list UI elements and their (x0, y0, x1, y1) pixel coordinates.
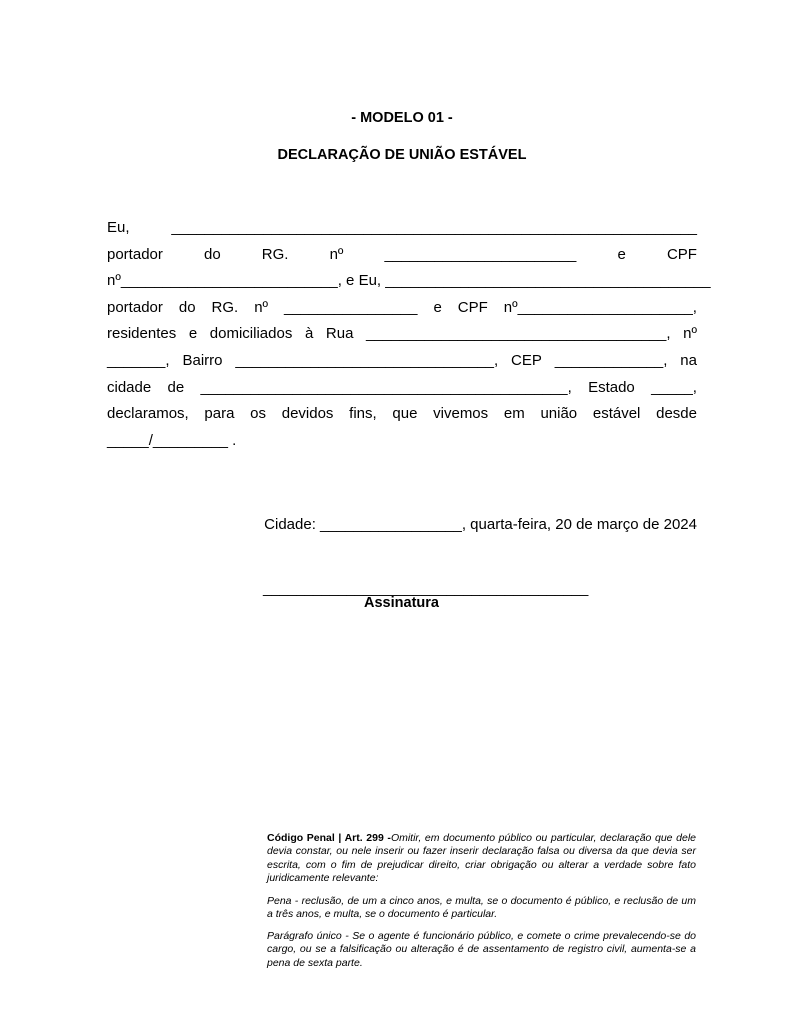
text-segment: e (188, 325, 198, 342)
declaration-line-4 (107, 299, 697, 317)
text-segment: nº (329, 246, 344, 263)
legal-article-heading: Código Penal | Art. 299 - (267, 832, 391, 844)
text-segment: os (250, 405, 267, 422)
cpf-blank: nº_____________________, (503, 299, 697, 316)
declaration-line-5 (107, 325, 697, 343)
text-segment: domiciliados (209, 325, 293, 342)
text-segment: do (203, 246, 221, 263)
text-segment: de (167, 379, 185, 396)
text-segment: Rua (325, 325, 354, 342)
declaration-line-3 (107, 272, 711, 290)
declaration-line-9 (107, 432, 697, 450)
street-blank: ____________________________________, (366, 325, 671, 342)
text-segment: união (540, 405, 578, 422)
text-segment: RG. (211, 299, 239, 316)
text-segment: Estado (588, 379, 635, 396)
legal-paragraph: Parágrafo único - Se o agente é funcionário público, e comete o crime prevalecendo-se do cargo, ou se a falsificação ou alteração é de assentamento de registro civil, aumenta-se a pena de sexta parte. (267, 930, 696, 969)
model-heading: - MODELO 01 - (351, 110, 453, 126)
document-title: DECLARAÇÃO DE UNIÃO ESTÁVEL (277, 147, 527, 163)
text-segment: fins, (349, 405, 377, 422)
text-segment: residentes (107, 325, 177, 342)
text-segment: Bairro (182, 352, 223, 369)
declaration-line-6 (107, 352, 697, 370)
city-date-line: Cidade: _________________, quarta-feira, 20 de março de 2024 (264, 516, 697, 533)
text-segment: à (304, 325, 314, 342)
text-segment: CPF (457, 299, 488, 316)
text-segment: que (392, 405, 418, 422)
text-segment: vivemos (433, 405, 489, 422)
legal-article-text: Omitir, em documento público ou particular, declaração que dele devia constar, ou nele inserir ou fazer inserir declaração falsa ou diversa da que devia ser escrita, com o fim de prejudicar direito, criar obrigação ou alterar a verdade sobre fato juridicamente relevante: (267, 832, 697, 885)
state-blank: _____, (651, 379, 697, 396)
text-segment: na (680, 352, 697, 369)
legal-penalty: Pena - reclusão, de um a cinco anos, e multa, se o documento é público, e reclusão de um a três anos, e multa, se o documento é particular. (267, 895, 696, 921)
text-segment: em (503, 405, 525, 422)
text-segment: Eu, (107, 219, 130, 236)
name-blank: _______________________________________________________________ (171, 219, 697, 236)
text-segment: para (204, 405, 235, 422)
signature-line: _______________________________________ (263, 580, 589, 597)
rg-blank: _______________________ (384, 246, 577, 263)
declaration-line-1 (107, 219, 697, 237)
text-segment: desde (656, 405, 697, 422)
declaration-line-8 (107, 405, 697, 423)
text-segment: estável (592, 405, 641, 422)
text-segment: CPF (666, 246, 697, 263)
text-segment: do (178, 299, 196, 316)
city-blank: ____________________________________________, (200, 379, 572, 396)
number-blank: _______, (107, 352, 170, 369)
text-segment: cidade (107, 379, 152, 396)
text-segment: devidos (281, 405, 334, 422)
declaration-line-2 (107, 246, 697, 264)
district-blank: _______________________________, (235, 352, 499, 369)
text-segment: e (617, 246, 626, 263)
text-segment: nº (683, 325, 697, 342)
text-segment: e (433, 299, 442, 316)
text-segment: RG. (261, 246, 289, 263)
declaration-line-7 (107, 379, 697, 397)
text-segment: CEP (511, 352, 542, 369)
text-segment: portador (107, 299, 163, 316)
text-segment: nº__________________________, e Eu, _______________________________________ (107, 272, 711, 289)
text-segment: portador (107, 246, 163, 263)
legal-article (267, 832, 696, 886)
date-blank: _____/_________ . (107, 432, 237, 449)
signature-label: Assinatura (364, 595, 439, 611)
cep-blank: _____________, (554, 352, 668, 369)
text-segment: declaramos, (107, 405, 189, 422)
text-segment: nº (254, 299, 269, 316)
rg-blank: ________________ (284, 299, 418, 316)
